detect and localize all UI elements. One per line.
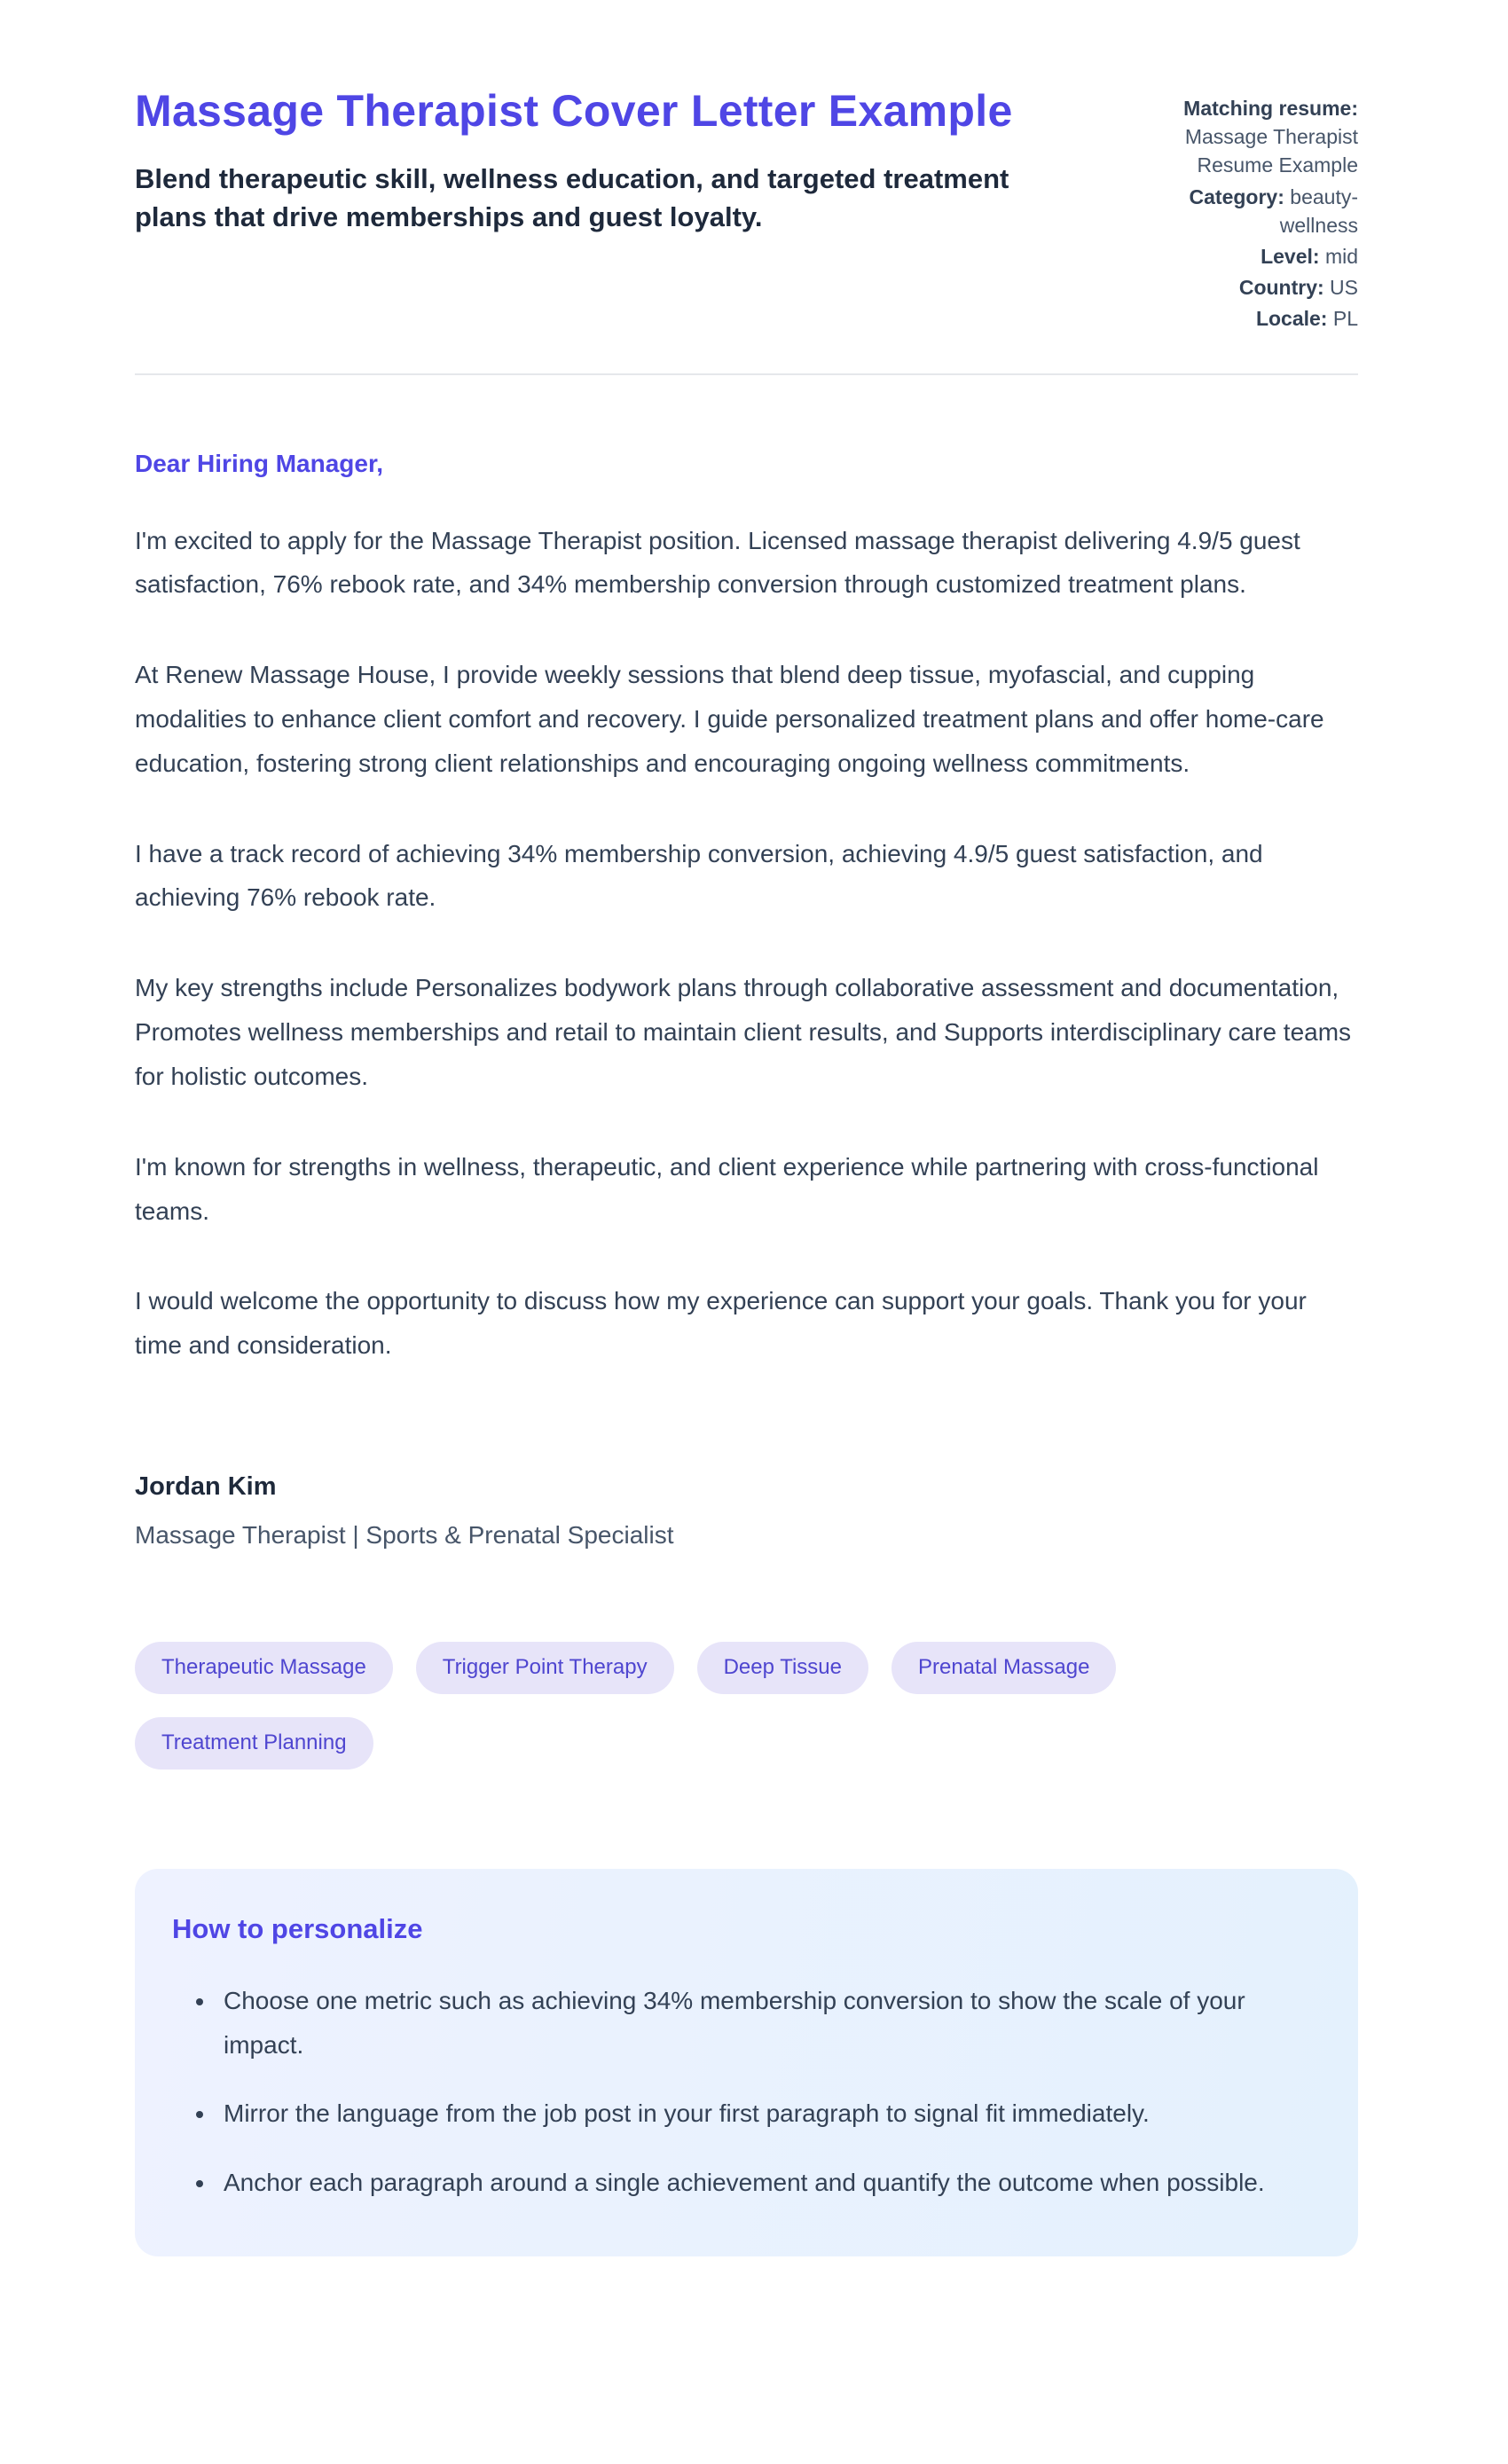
meta-value: US (1330, 276, 1358, 300)
signature-name: Jordan Kim (135, 1472, 277, 1502)
personalize-tip-2: • Mirror the language from the job post in your first paragraph to signal fit immediately. (216, 2091, 1305, 2136)
tag-prenatal-massage[interactable]: Prenatal Massage (891, 1642, 1116, 1694)
letter-paragraph-4: My key strengths include Personalizes bodywork plans through collaborative assessment and documentation, Promotes wellness memberships and retail to maintain client results, and Supports interdisciplinary care teams for holistic outcomes. (135, 974, 1352, 1090)
meta-label: Country: (1238, 276, 1324, 300)
salutation: Dear Hiring Manager, (135, 449, 384, 477)
meta-value: beauty-wellness (1279, 184, 1358, 237)
tag-deep-tissue[interactable]: Deep Tissue (697, 1642, 868, 1694)
letter-paragraph-2: At Renew Massage House, I provide weekly sessions that blend deep tissue, myofascial, and cupping modalities to enhance client comfort and recovery. I guide personalized treatment plans and offer home-care education, fostering strong client relationships and encouraging ongoing wellness commitments. (135, 661, 1324, 777)
letter-paragraph-5: I'm known for strengths in wellness, therapeutic, and client experience while partnering with cross-functional teams. (135, 1152, 1319, 1225)
skill-tags (135, 1642, 1182, 1770)
meta-label: Category: (1189, 184, 1284, 208)
letter-paragraph-3: I have a track record of achieving 34% membership conversion, achieving 4.9/5 guest satisfaction, and achieving 76% rebook rate. (135, 839, 1263, 912)
meta-label: Matching resume: (1183, 97, 1358, 120)
meta-row-country (1135, 273, 1358, 302)
cover-letter-body (135, 450, 1358, 1550)
letter-paragraph-6: I would welcome the opportunity to discuss how my experience can support your goals. Thank you for your time and consideration. (135, 1287, 1307, 1360)
page-title: Massage Therapist Cover Letter Example (135, 86, 1013, 136)
personalize-box (135, 1869, 1358, 2256)
meta-value: Massage Therapist Resume Example (1184, 125, 1358, 177)
meta-row-level (1135, 242, 1358, 271)
page-subtitle: Blend therapeutic skill, wellness education, and targeted treatment plans that drive memberships and guest loyalty. (135, 163, 1009, 232)
letter-paragraph-1: I'm excited to apply for the Massage Therapist position. Licensed massage therapist delivering 4.9/5 guest satisfaction, 76% rebook rate, and 34% membership conversion through customized treatment plans. (135, 526, 1300, 599)
header-divider (135, 373, 1358, 375)
meta-label: Level: (1261, 244, 1320, 268)
meta-value: mid (1324, 244, 1358, 268)
meta-value: PL (1332, 307, 1358, 331)
meta-panel (1135, 85, 1358, 336)
header-title-block (135, 85, 1040, 237)
tag-therapeutic-massage[interactable]: Therapeutic Massage (135, 1642, 393, 1694)
personalize-tip-1: • Choose one metric such as achieving 34% membership conversion to show the scale of your impact. (216, 1979, 1305, 2068)
tag-trigger-point-therapy[interactable]: Trigger Point Therapy (416, 1642, 674, 1694)
personalize-tip-3: • Anchor each paragraph around a single achievement and quantify the outcome when possible. (216, 2161, 1305, 2205)
header (135, 85, 1358, 336)
personalize-title: How to personalize (172, 1912, 423, 1944)
meta-row-locale (1135, 304, 1358, 333)
meta-row-matching-resume (1135, 94, 1358, 180)
meta-label: Locale: (1255, 307, 1328, 331)
personalize-list (172, 1979, 1305, 2205)
tag-treatment-planning[interactable]: Treatment Planning (135, 1717, 373, 1770)
meta-row-category (1135, 183, 1358, 239)
signature-title: Massage Therapist | Sports & Prenatal Specialist (135, 1521, 674, 1550)
